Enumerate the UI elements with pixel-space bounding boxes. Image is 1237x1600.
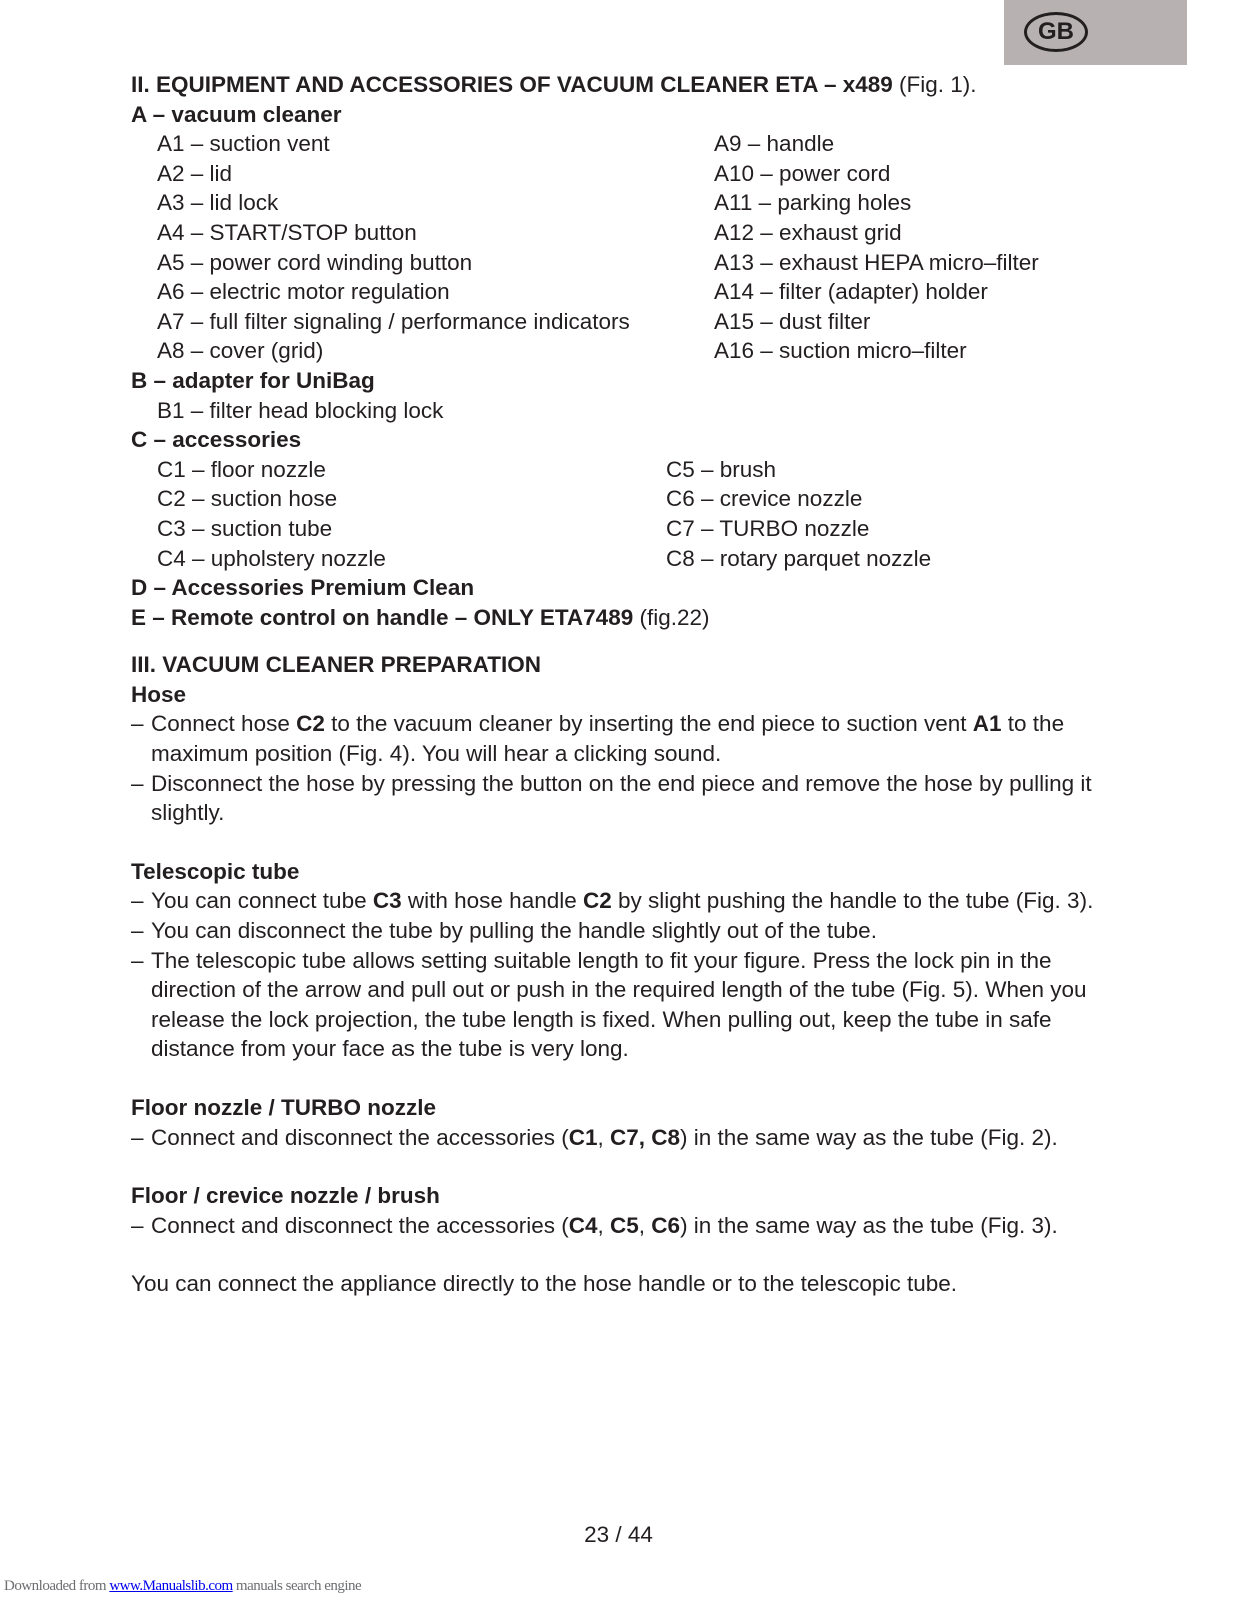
part-code: C7, C8: [610, 1124, 681, 1150]
part-code: C1: [568, 1124, 598, 1150]
group-e-title: E – Remote control on handle – ONLY ETA7489: [131, 604, 634, 630]
part-code: C5: [610, 1212, 639, 1238]
list-item: C8 – rotary parquet nozzle: [666, 545, 932, 571]
group-c-right-column: [666, 455, 931, 573]
footer-suffix: manuals search engine: [232, 1578, 362, 1594]
part-code: C2: [583, 888, 612, 914]
list-item: A8 – cover (grid): [157, 338, 324, 364]
group-e-fig-ref: (fig.22): [633, 604, 710, 630]
floor-turbo-title: Floor nozzle / TURBO nozzle: [131, 1095, 436, 1120]
list-item: A13 – exhaust HEPA micro–filter: [714, 249, 1039, 275]
list-item: C6 – crevice nozzle: [666, 486, 863, 512]
hose-title: Hose: [131, 681, 187, 707]
part-code: C3: [372, 888, 402, 914]
list-item: A15 – dust filter: [714, 308, 871, 334]
page-number: 23 / 44: [584, 1522, 653, 1547]
download-footer: [4, 1578, 361, 1595]
text-run: ,: [597, 1124, 611, 1150]
list-item: C3 – suction tube: [157, 515, 333, 541]
part-code: C2: [296, 711, 325, 737]
list-item: A2 – lid: [157, 160, 233, 186]
list-item: A4 – START/STOP button: [157, 219, 417, 245]
section-2-heading: [131, 70, 1121, 100]
text-run: to the maximum position (Fig. 4). You will hear a clicking sound.: [151, 711, 1065, 767]
text-run: by slight pushing the handle to the tube (Fig. 3).: [611, 888, 1094, 914]
spacer: [131, 1152, 1121, 1181]
section-3-title: III. VACUUM CLEANER PREPARATION: [131, 652, 542, 678]
list-item: C5 – brush: [666, 456, 777, 482]
list-item: A14 – filter (adapter) holder: [714, 279, 988, 305]
list-item: A3 – lid lock: [157, 190, 279, 216]
list-item: A7 – full filter signaling / performance indicators: [157, 308, 630, 334]
text-run: with hose handle: [401, 888, 583, 914]
group-a-title: A – vacuum cleaner: [131, 101, 342, 127]
list-item: C4 – upholstery nozzle: [157, 545, 386, 571]
text-run: You can connect tube: [151, 888, 373, 914]
floor-crevice-bullet-1: [131, 1211, 1121, 1241]
section-2-fig-ref: (Fig. 1).: [892, 72, 977, 97]
closing-paragraph: You can connect the appliance directly to the hose handle or to the telescopic tube.: [131, 1271, 957, 1297]
text-run: ,: [638, 1212, 652, 1238]
section-2-title: II. EQUIPMENT AND ACCESSORIES OF VACUUM CLEANER ETA – x489: [131, 72, 893, 97]
part-code: C6: [651, 1212, 681, 1238]
text-run: ) in the same way as the tube (Fig. 2).: [680, 1124, 1058, 1150]
group-d-title: D – Accessories Premium Clean: [131, 575, 475, 601]
tube-bullet-3: – The telescopic tube allows setting suitable length to fit your figure. Press the lock pin in the direction of the arrow and pull out or push in the required length of the tube (Fig. 5). When you release the lock projection, the tube length is fixed. When pulling out, keep the tube in safe distance from your face as the tube is very long.: [131, 946, 1121, 1064]
list-item: A10 – power cord: [714, 160, 891, 186]
part-code: C4: [568, 1212, 598, 1238]
hose-bullet-1: [131, 709, 1121, 768]
list-item: A9 – handle: [714, 131, 835, 157]
language-tab: [1004, 0, 1187, 65]
group-a-right-column: [714, 129, 1039, 366]
list-item: C2 – suction hose: [157, 486, 338, 512]
list-item: B1 – filter head blocking lock: [157, 397, 444, 423]
group-c-left-column: [131, 455, 666, 573]
group-c-list: [131, 455, 1121, 573]
spacer: [131, 1064, 1121, 1093]
group-a-list: [131, 129, 1121, 366]
list-item: A16 – suction micro–filter: [714, 338, 967, 364]
list-item: C1 – floor nozzle: [157, 456, 326, 482]
page-content: [131, 70, 1121, 1299]
footer-prefix: Downloaded from: [4, 1578, 110, 1594]
tube-bullet-1: [131, 886, 1121, 916]
floor-crevice-title: Floor / crevice nozzle / brush: [131, 1183, 440, 1209]
hose-bullet-2: – Disconnect the hose by pressing the button on the end piece and remove the hose by pulling it slightly.: [131, 769, 1121, 828]
spacer: [131, 632, 1121, 650]
list-item: A6 – electric motor regulation: [157, 279, 450, 305]
spacer: [131, 828, 1121, 857]
list-item: C7 – TURBO nozzle: [666, 515, 870, 541]
tube-bullet-2: – You can disconnect the tube by pulling the handle slightly out of the tube.: [131, 916, 1121, 946]
manualslib-link[interactable]: www.Manualslib.com: [109, 1578, 233, 1594]
group-e-heading: [131, 603, 1121, 633]
telescopic-tube-title: Telescopic tube: [131, 858, 300, 884]
text-run: Connect and disconnect the accessories (: [151, 1212, 569, 1238]
spacer: [131, 1240, 1121, 1269]
text-run: ) in the same way as the tube (Fig. 3).: [680, 1212, 1058, 1238]
text-run: ,: [597, 1212, 611, 1238]
list-item: A1 – suction vent: [157, 131, 330, 157]
text-run: Connect hose: [151, 711, 297, 737]
text-run: Connect and disconnect the accessories (: [151, 1124, 569, 1150]
floor-turbo-bullet-1: [131, 1123, 1121, 1153]
list-item: A11 – parking holes: [714, 190, 912, 216]
group-c-title: C – accessories: [131, 427, 302, 453]
list-item: A12 – exhaust grid: [714, 219, 902, 245]
country-code-badge: GB: [1024, 12, 1088, 52]
group-b-title: B – adapter for UniBag: [131, 367, 375, 393]
list-item: A5 – power cord winding button: [157, 249, 473, 275]
group-a-left-column: [131, 129, 714, 366]
text-run: to the vacuum cleaner by inserting the end piece to suction vent: [324, 711, 973, 737]
part-code: A1: [972, 711, 1002, 737]
